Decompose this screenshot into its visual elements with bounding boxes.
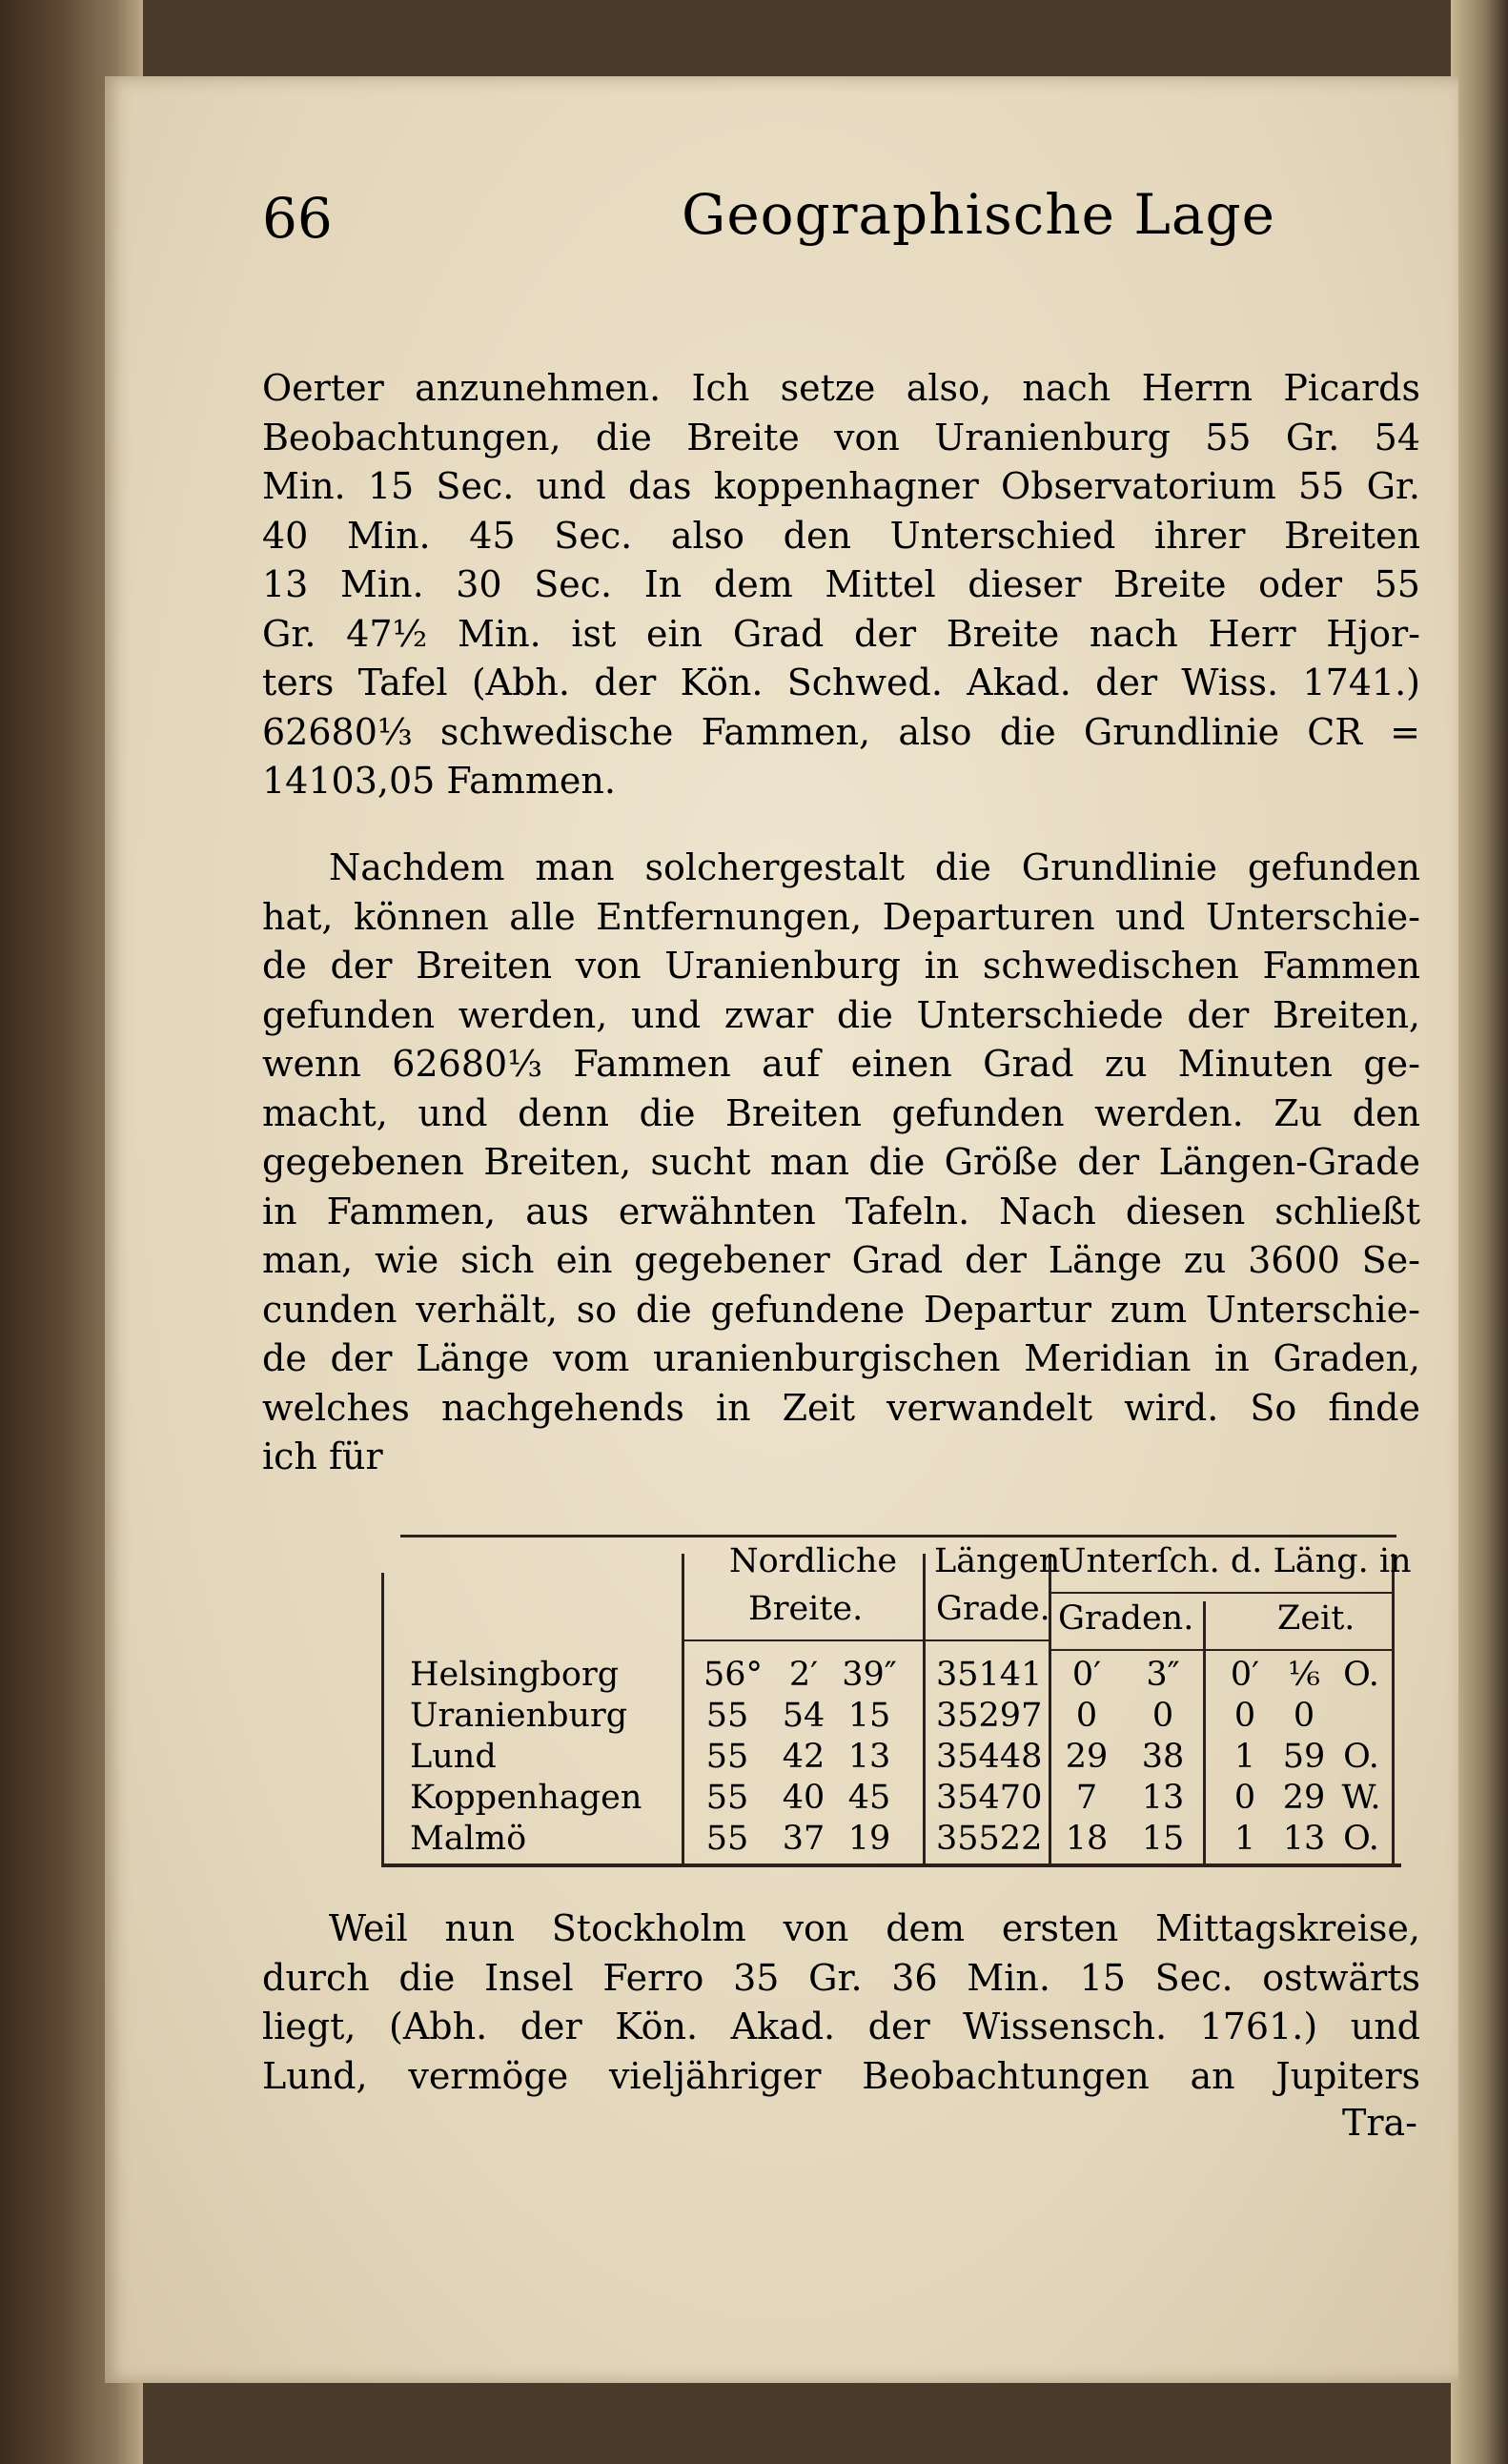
table-rule [923, 1554, 926, 1863]
header-lang-bottom: Grade. [936, 1590, 1050, 1628]
text-line: de der Breiten von Uranienburg in schwedischen Fammen [262, 945, 1420, 987]
text-line: Weil nun Stockholm von dem ersten Mittagskreise, [329, 1907, 1420, 1949]
diff-deg-seconds: 13 [1141, 1779, 1185, 1817]
table-rule [925, 1639, 1049, 1641]
table-rule [684, 1639, 923, 1641]
diff-deg-seconds: 15 [1141, 1820, 1185, 1858]
page-header [262, 182, 1387, 272]
direction: O. [1343, 1738, 1379, 1776]
lat-seconds: 39″ [842, 1656, 897, 1694]
paragraph-3 [262, 1904, 1420, 2101]
diff-deg-minutes: 0′ [1071, 1656, 1102, 1694]
longitude-degree-length: 35470 [936, 1779, 1043, 1817]
header-graden: Graden. [1058, 1599, 1194, 1638]
diff-deg-minutes: 7 [1075, 1779, 1098, 1817]
diff-time-minutes: 0 [1233, 1779, 1256, 1817]
text-line: Lund, vermöge vieljähriger Beobachtungen an Jupiters [262, 2054, 1420, 2097]
text-line: Beobachtungen, die Breite von Uranienburg 55 Gr. 54 [262, 416, 1420, 458]
direction: O. [1343, 1820, 1379, 1858]
lat-degrees: 55 [705, 1779, 749, 1817]
place-name: Malmö [410, 1820, 527, 1858]
diff-time-minutes: 0′ [1230, 1656, 1260, 1694]
diff-time-minutes: 1 [1233, 1738, 1256, 1776]
book-edge-right [1451, 0, 1508, 2464]
text-line: liegt, (Abh. der Kön. Akad. der Wissensch. 1761.) und [262, 2006, 1420, 2047]
table-top-rule [400, 1535, 1396, 1537]
longitude-degree-length: 35448 [936, 1738, 1043, 1776]
direction: W. [1341, 1779, 1381, 1817]
diff-time-minutes: 0 [1233, 1697, 1256, 1735]
text-line: de der Länge vom uranienburgischen Meridian in Graden, [262, 1337, 1420, 1379]
table-rule [1392, 1554, 1395, 1863]
lat-minutes: 40 [782, 1779, 825, 1817]
diff-deg-seconds: 0 [1151, 1697, 1174, 1735]
text-line: Oerter anzunehmen. Ich setze also, nach Herrn Picards [262, 367, 1420, 409]
text-line: ters Tafel (Abh. der Kön. Schwed. Akad. der Wiss. 1741.) [262, 662, 1420, 703]
diff-deg-minutes: 0 [1075, 1697, 1098, 1735]
text-line: Gr. 47½ Min. ist ein Grad der Breite nach Herr Hjor- [262, 612, 1420, 655]
header-breite-top: Nordliche [729, 1542, 898, 1580]
longitude-degree-length: 35297 [936, 1697, 1043, 1735]
text-line: 62680⅓ schwedische Fammen, also die Grundlinie CR = [262, 710, 1420, 753]
header-breite-bottom: Breite. [748, 1590, 864, 1628]
text-line: man, wie sich ein gegebener Grad der Länge zu 3600 Se- [262, 1239, 1420, 1281]
lat-minutes: 2′ [788, 1656, 819, 1694]
lat-seconds: 45 [847, 1779, 891, 1817]
place-name: Uranienburg [410, 1697, 628, 1735]
longitude-degree-length: 35141 [936, 1656, 1043, 1694]
text-line: hat, können alle Entfernungen, Departuren und Unterschie- [262, 895, 1420, 938]
diff-time-seconds: 29 [1282, 1779, 1326, 1817]
lat-degrees: 55 [705, 1820, 749, 1858]
lat-seconds: 19 [847, 1820, 891, 1858]
header-unterschied: Unterſch. d. Läng. in [1058, 1542, 1412, 1580]
page-number: 66 [262, 186, 333, 251]
table-rule [1051, 1592, 1392, 1594]
text-line: macht, und denn die Breiten gefunden werden. Zu den [262, 1091, 1420, 1134]
lat-minutes: 37 [782, 1820, 825, 1858]
diff-deg-seconds: 38 [1141, 1738, 1185, 1776]
diff-time-seconds: ⅙ [1288, 1656, 1320, 1694]
diff-time-seconds: 13 [1282, 1820, 1326, 1858]
table-bottom-rule [381, 1863, 1401, 1867]
diff-deg-minutes: 18 [1065, 1820, 1109, 1858]
place-name: Koppenhagen [410, 1779, 642, 1817]
text-line: 14103,05 Fammen. [262, 760, 616, 802]
place-name: Helsingborg [410, 1656, 620, 1694]
paragraph-2 [262, 844, 1420, 1482]
diff-deg-minutes: 29 [1065, 1738, 1109, 1776]
lat-minutes: 42 [782, 1738, 825, 1776]
table-rule [1203, 1601, 1206, 1863]
text-line: gefunden werden, und zwar die Unterschiede der Breiten, [262, 993, 1420, 1036]
diff-time-minutes: 1 [1233, 1820, 1256, 1858]
text-line: durch die Insel Ferro 35 Gr. 36 Min. 15 Sec. ostwärts [262, 1956, 1420, 1999]
table-rule [1051, 1649, 1392, 1651]
header-lang-top: Längen [934, 1542, 1061, 1580]
text-line: 40 Min. 45 Sec. also den Unterschied ihrer Breiten [262, 514, 1420, 557]
lat-seconds: 13 [847, 1738, 891, 1776]
text-line: Min. 15 Sec. und das koppenhagner Observatorium 55 Gr. [262, 465, 1420, 507]
table-rule [381, 1573, 384, 1863]
text-line: ich für [262, 1436, 383, 1477]
coordinates-table [400, 1535, 1416, 1868]
text-line: welches nachgehends in Zeit verwandelt wird. So finde [262, 1386, 1420, 1429]
text-line: gegebenen Breiten, sucht man die Größe der Längen-Grade [262, 1141, 1420, 1183]
lat-minutes: 54 [782, 1697, 825, 1735]
text-line: 13 Min. 30 Sec. In dem Mittel dieser Breite oder 55 [262, 563, 1420, 605]
lat-degrees: 55 [705, 1697, 749, 1735]
text-line: wenn 62680⅓ Fammen auf einen Grad zu Minuten ge- [262, 1043, 1420, 1085]
header-zeit: Zeit. [1277, 1599, 1355, 1638]
table-rule [682, 1554, 684, 1863]
diff-time-seconds: 59 [1282, 1738, 1326, 1776]
diff-deg-seconds: 3″ [1146, 1656, 1180, 1694]
lat-seconds: 15 [847, 1697, 891, 1735]
text-line: cunden verhält, so die gefundene Departur zum Unterschie- [262, 1288, 1420, 1331]
longitude-degree-length: 35522 [936, 1820, 1043, 1858]
place-name: Lund [410, 1738, 497, 1776]
lat-degrees: 55 [705, 1738, 749, 1776]
text-line: in Fammen, aus erwähnten Tafeln. Nach diesen schließt [262, 1190, 1420, 1232]
paragraph-1 [262, 364, 1420, 806]
diff-time-seconds: 0 [1293, 1697, 1315, 1735]
catchword: Tra- [1342, 2102, 1418, 2144]
lat-degrees: 56° [703, 1656, 764, 1694]
text-line: Nachdem man solchergestalt die Grundlinie gefunden [329, 846, 1420, 888]
direction: O. [1343, 1656, 1379, 1694]
running-head: Geographische Lage [682, 182, 1275, 247]
